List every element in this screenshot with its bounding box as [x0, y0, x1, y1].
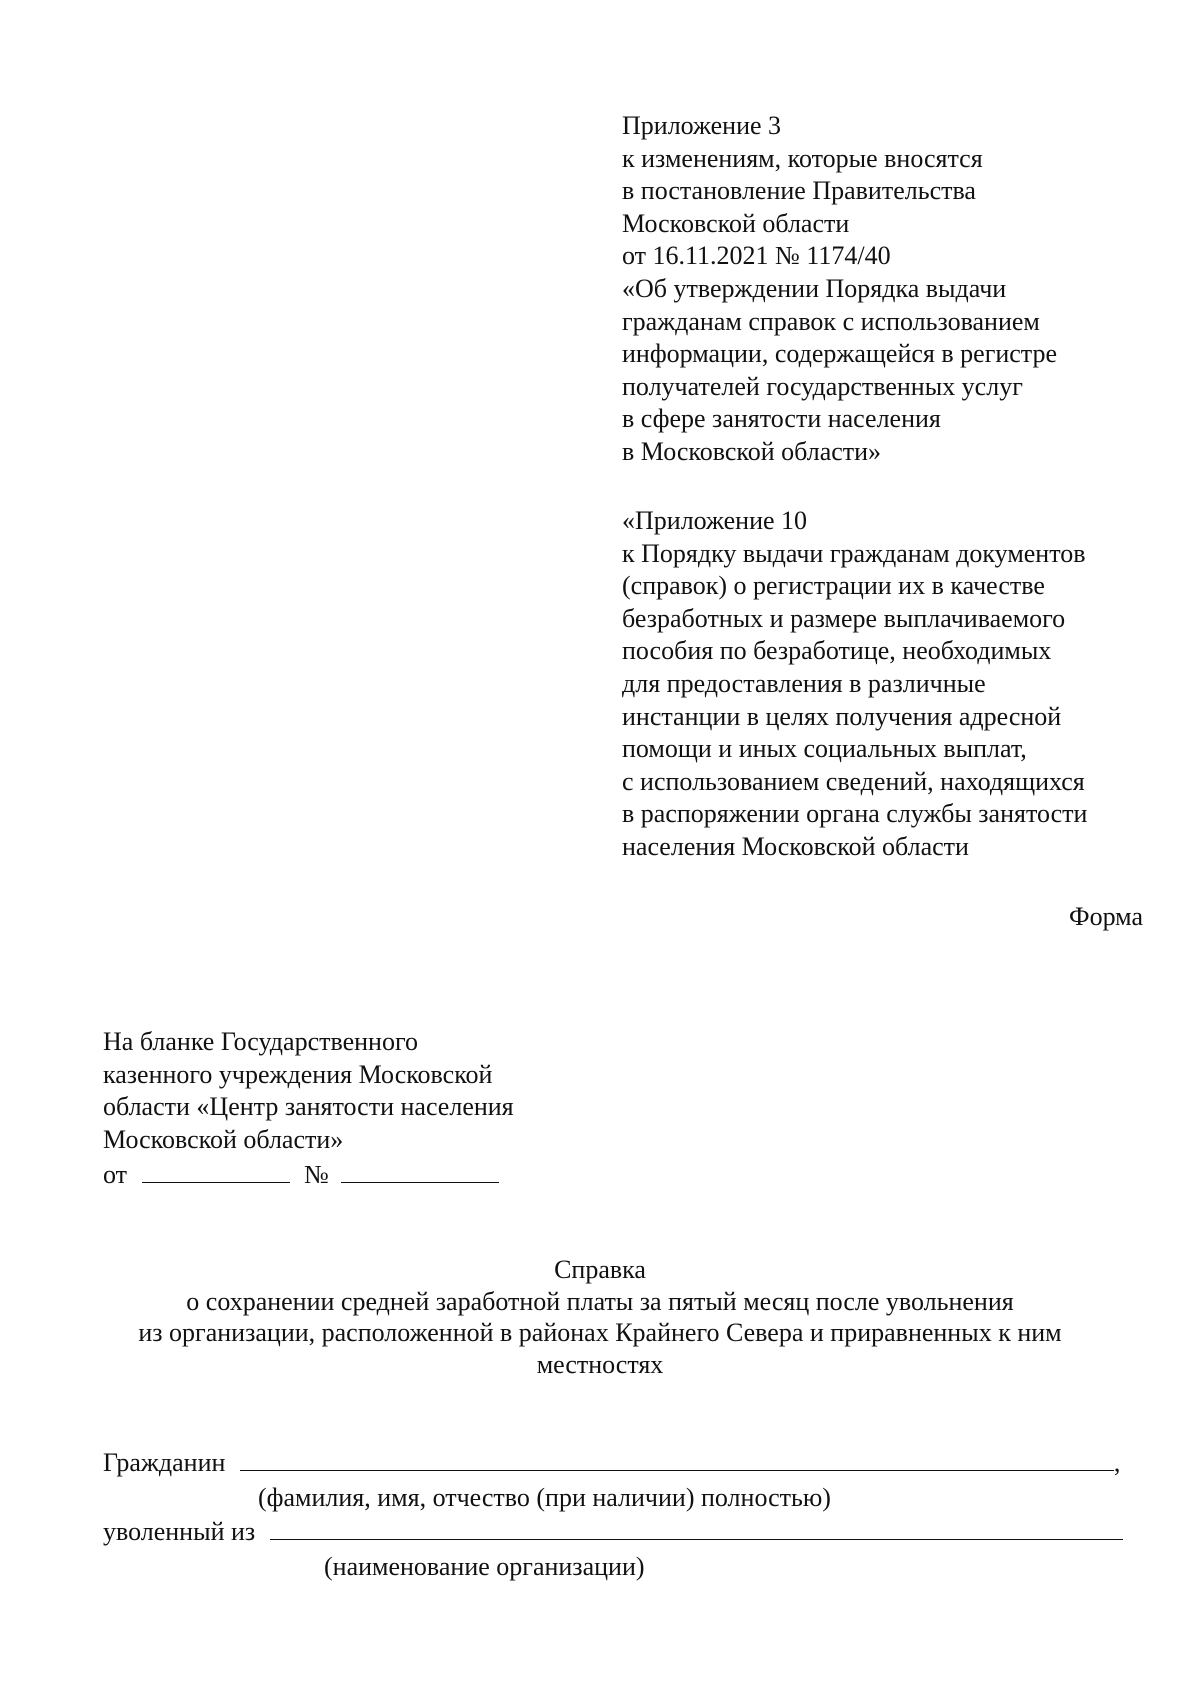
- date-blank-line[interactable]: [142, 1156, 290, 1183]
- certificate-title: Справка: [554, 1255, 646, 1284]
- annex-header-line: Приложение 3: [622, 111, 782, 140]
- annex-header-line: от 16.11.2021 № 1174/40: [622, 241, 891, 271]
- date-number-row: [103, 1156, 514, 1192]
- annex-10-line: пособия по безработице, необходимых: [622, 636, 1052, 666]
- annex-10-line: «Приложение 10: [622, 506, 808, 535]
- annex-10-line: к Порядку выдачи гражданам документов: [622, 538, 1086, 568]
- form-label: Форма: [1069, 902, 1143, 931]
- annex-10-line: (справок) о регистрации их в качестве: [622, 571, 1045, 601]
- certificate-heading: [0, 1254, 1200, 1380]
- annex-10-line: для предоставления в различные: [622, 668, 986, 698]
- annex-header-line: гражданам справок с использованием: [622, 306, 1040, 336]
- annex-header-line: Московской области: [622, 208, 850, 238]
- citizen-field-row: [103, 1446, 1120, 1479]
- annex-10-line: инстанции в целях получения адресной: [622, 701, 1062, 731]
- citizen-trailing-comma: ,: [1113, 1448, 1121, 1477]
- annex-header-line: в постановление Правительства: [622, 176, 976, 206]
- annex-header: [622, 110, 1057, 469]
- annex-10-line: с использованием сведений, находящихся: [622, 766, 1085, 796]
- annex-header-line: получателей государственных услуг: [622, 371, 1023, 401]
- letterhead-line: области «Центр занятости населения: [103, 1092, 514, 1122]
- annex-10-line: населения Московской области: [622, 831, 969, 861]
- annex-header-line: в сфере занятости населения: [622, 404, 941, 434]
- annex-10-line: безработных и размере выплачиваемого: [622, 603, 1066, 633]
- annex-10-line: в распоряжении органа службы занятости: [622, 799, 1088, 829]
- number-prefix: №: [304, 1160, 329, 1190]
- annex-header-line: к изменениям, которые вносятся: [622, 143, 983, 173]
- letterhead-line: На бланке Государственного: [103, 1027, 418, 1056]
- citizen-name-line[interactable]: [240, 1446, 1114, 1471]
- letterhead-line: Московской области»: [103, 1124, 344, 1154]
- dismissed-caption: (наименование организации): [324, 1552, 645, 1581]
- annex-10-header: [622, 505, 1087, 864]
- dismissed-label: уволенный из: [103, 1517, 256, 1546]
- organization-name-line[interactable]: [270, 1515, 1123, 1540]
- certificate-subtitle-line: о сохранении средней заработной платы за пятый месяц после увольнения: [186, 1286, 1014, 1316]
- citizen-label: Гражданин: [103, 1448, 226, 1477]
- annex-header-line: «Об утверждении Порядка выдачи: [622, 273, 1007, 303]
- citizen-caption: (фамилия, имя, отчество (при наличии) полностью): [258, 1483, 831, 1512]
- letterhead-line: казенного учреждения Московской: [103, 1059, 493, 1089]
- letterhead: [103, 1026, 514, 1192]
- certificate-subtitle-line: из организации, расположенной в районах Крайнего Севера и приравненных к ним: [138, 1318, 1062, 1347]
- date-prefix: от: [103, 1160, 128, 1190]
- certificate-subtitle-line: местностях: [536, 1349, 664, 1379]
- annex-10-line: помощи и иных социальных выплат,: [622, 734, 1027, 764]
- number-blank-line[interactable]: [341, 1156, 499, 1183]
- dismissed-field-row: [103, 1515, 1123, 1548]
- annex-header-line: в Московской области»: [622, 436, 882, 466]
- annex-header-line: информации, содержащейся в регистре: [622, 339, 1058, 369]
